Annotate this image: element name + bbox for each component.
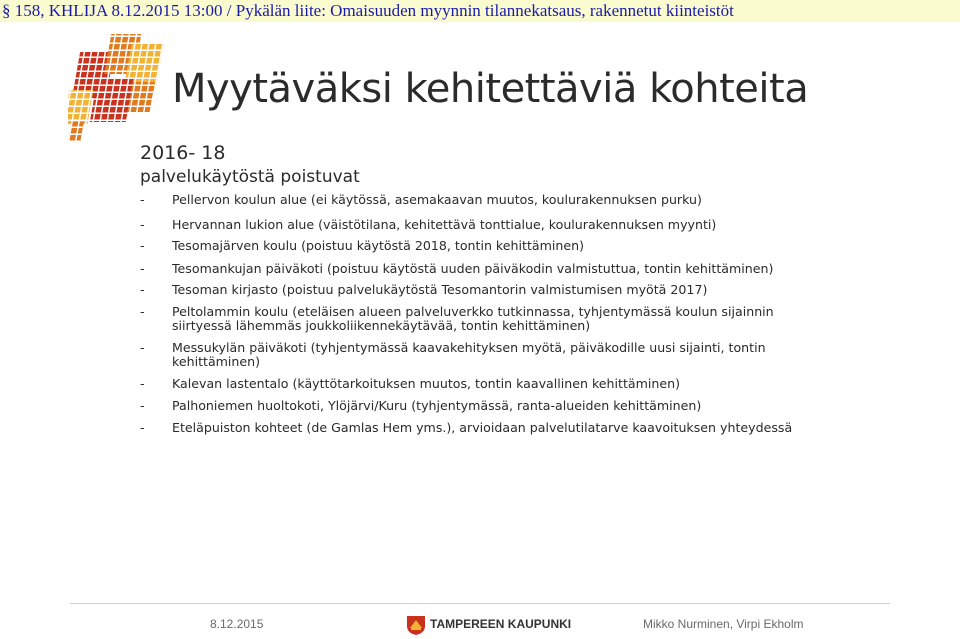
list-item-text: Messukylän päiväkoti (tyhjentymässä kaavakehityksen myötä, päiväkodille uusi sijainti, tontin kehittäminen): [172, 340, 766, 369]
list-item-text: Palhoniemen huoltokoti, Ylöjärvi/Kuru (tyhjentymässä, ranta-alueiden kehittäminen): [172, 398, 702, 413]
list-bullet: -: [140, 217, 145, 232]
footer-authors: Mikko Nurminen, Virpi Ekholm: [643, 617, 804, 631]
list-bullet: -: [140, 282, 145, 297]
footer-date: 8.12.2015: [210, 617, 264, 631]
list-bullet: -: [140, 398, 145, 413]
footer-divider: [70, 603, 890, 604]
list-bullet: -: [140, 340, 145, 355]
list-item-text: Pellervon koulun alue (ei käytössä, asemakaavan muutos, koulurakennuksen purku): [172, 192, 702, 207]
slide-title: Myytäväksi kehitettäviä kohteita: [172, 66, 809, 112]
list-bullet: -: [140, 238, 145, 253]
list-item-text: Kalevan lastentalo (käyttötarkoituksen muutos, tontin kaavallinen kehittäminen): [172, 376, 681, 391]
list-bullet: -: [140, 376, 145, 391]
logo-icon: [68, 30, 178, 145]
subheading: palvelukäytöstä poistuvat: [140, 167, 360, 187]
list-bullet: -: [140, 192, 145, 207]
list-item-text: Eteläpuiston kohteet (de Gamlas Hem yms.), arvioidaan palvelutilatarve kaavoituksen yhteydessä: [172, 420, 793, 435]
list-bullet: -: [140, 261, 145, 276]
list-item-text: Hervannan lukion alue (väistötilana, kehitettävä tonttialue, koulurakennuksen myynti): [172, 217, 717, 232]
list-item-text: Tesomajärven koulu (poistuu käytöstä 2018, tontin kehittäminen): [172, 238, 584, 253]
list-item-text: Peltolammin koulu (eteläisen alueen palveluverkko tutkinnassa, tyhjentymässä koulun sijainnin siirtyessä lähemmäs joukkoliikennekäytävää, tontin kehittäminen): [172, 304, 774, 333]
list-bullet: -: [140, 420, 145, 435]
document-header-bar: [0, 0, 960, 22]
period-heading: 2016- 18: [140, 142, 226, 164]
footer-brand: TAMPEREEN KAUPUNKI: [430, 617, 572, 631]
list-item-text: Tesoman kirjasto (poistuu palvelukäytöstä Tesomantorin valmistumisen myötä 2017): [172, 282, 708, 297]
list-bullet: -: [140, 304, 145, 319]
list-item-text: Tesomankujan päiväkoti (poistuu käytöstä uuden päiväkodin valmistuttua, tontin kehittäminen): [172, 261, 774, 276]
city-crest-icon: [405, 614, 427, 636]
document-header-text: § 158, KHLIJA 8.12.2015 13:00 / Pykälän liite: Omaisuuden myynnin tilannekatsaus, rakennetut kiinteistöt: [2, 1, 734, 20]
